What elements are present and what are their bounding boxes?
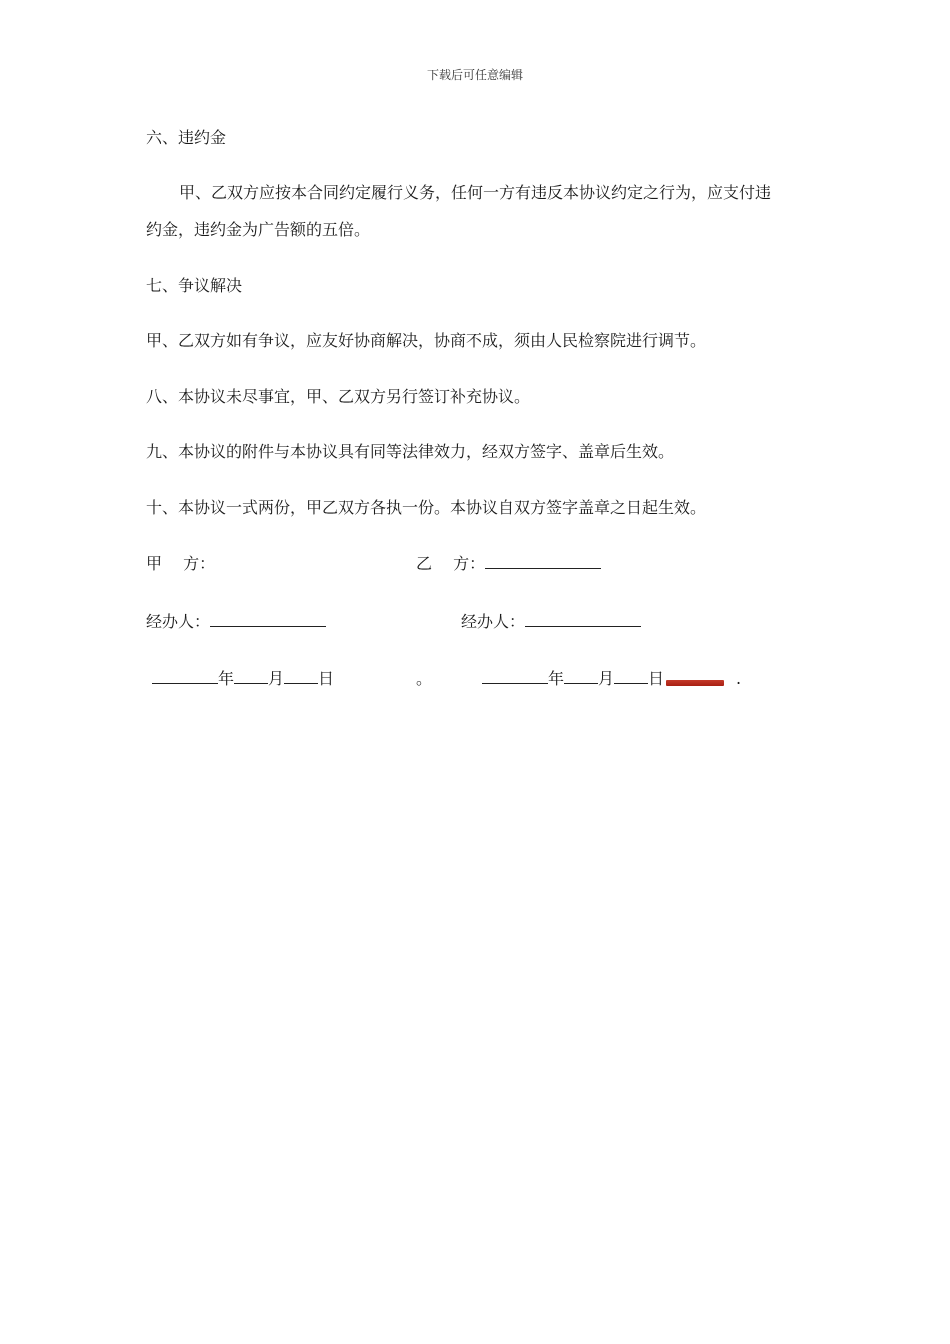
date-a-month: 月	[268, 669, 285, 688]
section-6-body-line-1: 甲、乙双方应按本合同约定履行义务，任何一方有违反本协议约定之行为，应支付违	[179, 183, 772, 202]
agent-b-label: 经办人：	[461, 612, 526, 631]
mid-mark: 。	[416, 669, 433, 688]
header-note: 下载后可任意编辑	[426, 68, 523, 82]
agent-a	[146, 612, 326, 632]
party-b-signature-line	[485, 554, 601, 569]
date-b-month: 月	[598, 669, 615, 688]
date-b-day: 日	[648, 669, 665, 688]
section-10: 十、本协议一式两份，甲乙双方各执一份。本协议自双方签字盖章之日起生效。	[146, 498, 707, 517]
section-7-title: 七、争议解决	[146, 276, 243, 295]
agent-b	[461, 612, 641, 632]
agent-b-signature-line	[525, 612, 641, 627]
section-6-body-line-2: 约金，违约金为广告额的五倍。	[146, 220, 371, 239]
date-b-month-blank	[564, 669, 598, 684]
section-8: 八、本协议未尽事宜，甲、乙双方另行签订补充协议。	[146, 387, 531, 406]
date-b	[482, 669, 664, 689]
date-b-year-blank	[482, 669, 548, 684]
date-a-day-blank	[284, 669, 318, 684]
date-a	[152, 669, 334, 689]
party-b-label-text: 乙 方：	[416, 554, 486, 573]
agent-a-label: 经办人：	[146, 612, 211, 631]
agent-a-signature-line	[210, 612, 326, 627]
date-b-day-blank	[614, 669, 648, 684]
end-mark: .	[736, 669, 742, 688]
party-a-label: 甲 方：	[146, 554, 216, 573]
date-a-day: 日	[318, 669, 335, 688]
red-stamp-mark	[666, 680, 724, 686]
date-a-year: 年	[218, 669, 235, 688]
date-a-month-blank	[234, 669, 268, 684]
section-7-body: 甲、乙双方如有争议，应友好协商解决，协商不成，须由人民检察院进行调节。	[146, 331, 707, 350]
section-9: 九、本协议的附件与本协议具有同等法律效力，经双方签字、盖章后生效。	[146, 442, 675, 461]
section-6-title: 六、违约金	[146, 128, 227, 147]
date-a-year-blank	[152, 669, 218, 684]
party-b-label	[416, 554, 601, 574]
date-b-year: 年	[548, 669, 565, 688]
